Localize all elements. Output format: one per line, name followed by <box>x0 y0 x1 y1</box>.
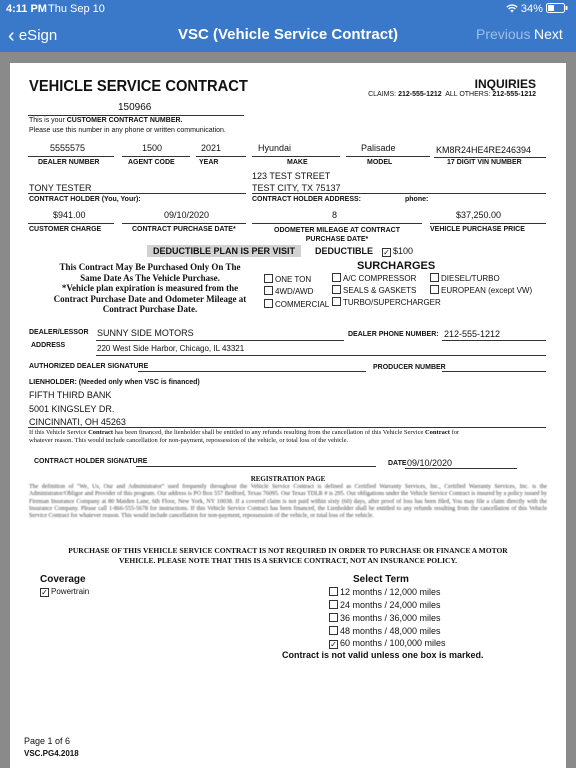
deductible-label: DEDUCTIBLE <box>315 246 373 256</box>
checkbox-icon <box>332 297 341 306</box>
chevron-left-icon: ‹ <box>8 25 15 47</box>
check-icon: ✓ <box>330 640 337 649</box>
year-value: 2021 <box>201 143 222 153</box>
dealer-address: 220 West Side Harbor, Chicago, IL 43321 <box>97 344 245 353</box>
checkbox-icon <box>430 285 439 294</box>
purchase-price-label: VEHICLE PURCHASE PRICE <box>430 226 525 233</box>
agent-code-label: AGENT CODE <box>128 159 175 166</box>
next-button[interactable]: Next <box>534 26 563 42</box>
purchase-note-2: VEHICLE. PLEASE NOTE THAT THIS IS A SERVICE CONTRACT, NOT AN INSURANCE POLICY. <box>118 556 458 565</box>
checkbox-icon <box>430 273 439 282</box>
surcharge-seals[interactable]: SEALS & GASKETS <box>332 285 416 295</box>
term-option-60[interactable]: ✓ 60 months / 100,000 miles <box>330 638 446 649</box>
term-warning: Contract is not valid unless one box is marked. <box>282 650 484 660</box>
customer-charge-label: CUSTOMER CHARGE <box>29 226 102 233</box>
purchase-conditions: This Contract May Be Purchased Only On The Same Date As The Vehicle Purchase. *Vehicle plan expiration is measured from the Contract Purchase Date and Odometer Mileage at Contract Purchase Date. <box>53 262 247 314</box>
surcharges-title: SURCHARGES <box>357 260 436 272</box>
dealer-number-label: DEALER NUMBER <box>38 159 100 166</box>
coverage-powertrain[interactable]: ✓ Powertrain <box>41 587 90 597</box>
address-label: ADDRESS <box>31 342 66 349</box>
holder-signature-label: CONTRACT HOLDER SIGNATURE <box>34 458 148 465</box>
back-label: eSign <box>18 27 58 44</box>
phone-label: phone: <box>405 196 429 203</box>
coverage-title: Coverage <box>40 574 86 585</box>
lienholder-note-2: whatever reason. This would include cancellation for non-payment, repossession of the vehicle, or total loss of the vehicle. <box>29 437 349 444</box>
odometer-value: 8 <box>332 210 338 220</box>
surcharge-one-ton[interactable]: ONE TON <box>264 274 311 284</box>
odometer-label: ODOMETER MILEAGE AT CONTRACT PURCHASE DATE* <box>274 227 400 243</box>
producer-number-label: PRODUCER NUMBER <box>373 364 446 371</box>
nav-bar <box>0 18 576 52</box>
make-value: Hyundai <box>258 143 292 153</box>
year-label: YEAR <box>199 159 219 166</box>
status-bar <box>0 0 576 18</box>
battery-icon <box>546 3 568 13</box>
deductible-option[interactable] <box>382 246 413 257</box>
address-line-2: TEST CITY, TX 75137 <box>252 183 341 193</box>
lienholder-label: LIENHOLDER: (Needed only when VSC is financed) <box>29 379 200 386</box>
dealer-label: DEALER/LESSOR <box>29 329 89 336</box>
checkbox-icon <box>332 273 341 282</box>
vin-value: KM8R24HE4RE246394 <box>436 145 532 155</box>
registration-title: REGISTRATION PAGE <box>250 475 326 483</box>
holder-address-label: CONTRACT HOLDER ADDRESS: <box>252 196 362 203</box>
contract-number: 150966 <box>118 102 152 113</box>
checkbox-icon <box>329 600 338 609</box>
battery-percent: 34% <box>520 3 543 15</box>
surcharge-4wd-awd[interactable]: 4WD/AWD <box>264 286 313 296</box>
purchase-date-label: CONTRACT PURCHASE DATE* <box>132 226 236 233</box>
checkbox-icon <box>329 587 338 596</box>
purchase-date-value: 09/10/2020 <box>164 210 210 220</box>
holder-label: CONTRACT HOLDER (You, Your): <box>29 196 141 203</box>
checkbox-icon <box>329 626 338 635</box>
previous-button[interactable]: Previous <box>476 26 531 42</box>
deductible-value: $100 <box>393 246 414 256</box>
lienholder-line-2: 5001 KINGSLEY DR. <box>29 404 115 414</box>
form-id: VSC.PG4.2018 <box>24 749 79 758</box>
surcharge-diesel[interactable]: DIESEL/TURBO <box>430 273 500 283</box>
authorized-signature-label: AUTHORIZED DEALER SIGNATURE <box>29 363 149 370</box>
term-option-24[interactable]: 24 months / 24,000 miles <box>329 600 441 610</box>
status-right <box>506 3 568 15</box>
inquiries-title: INQUIRIES <box>474 77 536 91</box>
registration-text: The definition of "We, Us, Our and Administrator" used frequently throughout the Vehicle Service Contract is defined as Certified Warranty Services, Inc., Certified Warranty Services, Inc. is the Administrator/Obligor and Provider of this program. Our address is PO Box 557 Bedford, Texas 76095. Our Texas TDLR # is 295. Our obligations under the Vehicle Service Contract is insured by a policy issued by Fireman Insurance Company at 80 Maiden Lane, 6th Floor, New York, NY 10038. If a covered claim is not paid within sixty (60) days, after proof of loss has been filed, You may file a claim directly with the Insurance Company. Please call 1-866-555-5678 for instructions. If this Vehicle Service Contract has been financed, the Lienholder shall be entitled to any refunds resulting from the cancellation of this Vehicle Service Contract for whatever reason. This would include cancellation for non-payment, repossession of the vehicle, or total loss of the vehicle. <box>29 484 547 520</box>
checkbox-icon <box>264 286 273 295</box>
page-number: Page 1 of 6 <box>24 736 71 746</box>
signature-date: 09/10/2020 <box>407 458 453 468</box>
term-option-36[interactable]: 36 months / 36,000 miles <box>329 613 441 623</box>
checkbox-icon <box>332 285 341 294</box>
surcharge-european[interactable]: EUROPEAN (except VW) <box>430 285 532 295</box>
wifi-icon <box>506 4 518 13</box>
vin-label: 17 DIGIT VIN NUMBER <box>447 159 522 166</box>
lienholder-note-1: If this Vehicle Service Contract has been financed, the lienholder shall be entitled to any refunds resulting from the cancellation of this Vehicle Service Contract for <box>29 429 460 436</box>
holder-name: TONY TESTER <box>29 183 92 193</box>
term-option-12[interactable]: 12 months / 12,000 miles <box>329 587 441 597</box>
customer-charge-value: $941.00 <box>53 210 86 220</box>
surcharge-ac[interactable]: A/C COMPRESSOR <box>332 273 416 283</box>
agent-code-value: 1500 <box>142 143 163 153</box>
contract-note-2: Please use this number in any phone or written communication. <box>29 127 226 134</box>
deductible-banner: DEDUCTIBLE PLAN IS PER VISIT <box>147 245 301 257</box>
dealer-name: SUNNY SIDE MOTORS <box>97 328 194 338</box>
term-option-48[interactable]: 48 months / 48,000 miles <box>329 626 441 636</box>
status-time: 4:11 PM <box>6 3 47 15</box>
checkbox-icon <box>264 274 273 283</box>
status-date: Thu Sep 10 <box>48 3 105 15</box>
lienholder-line-1: FIFTH THIRD BANK <box>29 390 112 400</box>
date-label: DATE <box>388 460 407 467</box>
surcharge-commercial[interactable]: COMMERCIAL <box>264 299 329 309</box>
doc-title: VEHICLE SERVICE CONTRACT <box>29 78 248 95</box>
checkbox-icon <box>264 299 273 308</box>
contract-page <box>10 63 566 768</box>
checkbox-icon <box>329 613 338 622</box>
make-label: MAKE <box>287 159 308 166</box>
nav-title: VSC (Vehicle Service Contract) <box>177 26 399 43</box>
model-label: MODEL <box>367 159 393 166</box>
term-title: Select Term <box>353 574 409 585</box>
inquiries-phones: CLAIMS: 212-555-1212 ALL OTHERS: 212-555-1212 <box>368 91 536 98</box>
address-line-1: 123 TEST STREET <box>252 171 331 181</box>
check-icon: ✓ <box>41 588 48 597</box>
check-icon: ✓ <box>383 248 390 257</box>
purchase-price-value: $37,250.00 <box>456 210 502 220</box>
dealer-phone-label: DEALER PHONE NUMBER: <box>348 331 439 338</box>
purchase-note-1: PURCHASE OF THIS VEHICLE SERVICE CONTRACT IS NOT REQUIRED IN ORDER TO PURCHASE OR FINANCE A MOTOR <box>68 546 508 555</box>
dealer-phone: 212-555-1212 <box>444 329 501 339</box>
lienholder-line-3: CINCINNATI, OH 45263 <box>29 417 126 427</box>
contract-note-1: This is your CUSTOMER CONTRACT NUMBER. <box>29 117 183 124</box>
dealer-number-value: 5555575 <box>50 143 86 153</box>
model-value: Palisade <box>361 143 396 153</box>
surcharge-turbo-super[interactable]: TURBO/SUPERCHARGER <box>332 297 441 307</box>
